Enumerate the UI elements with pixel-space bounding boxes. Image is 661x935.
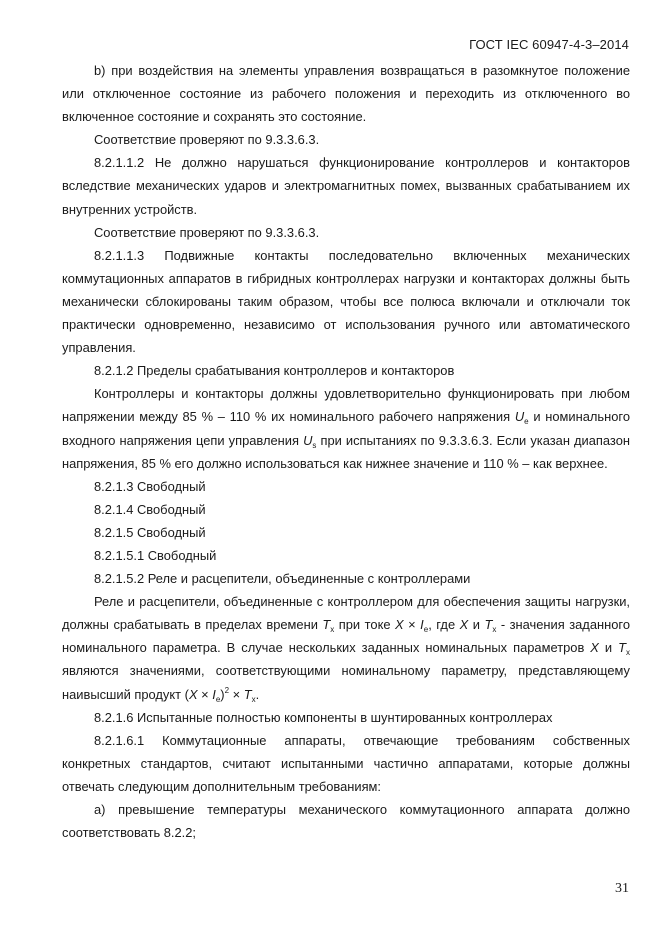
paragraph-operating-limits: Контроллеры и контакторы должны удовлетворительно функционировать при любом напряжении между 85 % – 110 % их номинального рабочего напряжения $U_e$ и номинального входного напряжения цепи управления $U_s$ при испытаниях по 9.3.3.6.3. Если указан диапазон напряжения, 85 % его должно использоваться как нижнее значение и 110 % – как верхнее. bbox=[62, 386, 630, 471]
heading-8-2-1-5: 8.2.1.5 Свободный bbox=[94, 524, 206, 540]
heading-8-2-1-2: 8.2.1.2 Пределы срабатывания контроллеров и контакторов bbox=[94, 363, 455, 379]
heading-8-2-1-3: 8.2.1.3 Свободный bbox=[94, 478, 206, 494]
paragraph-8-2-1-1-3: 8.2.1.1.3 Подвижные контакты последовательно включенных механических коммутационных аппаратов в гибридных контроллерах нагрузки и контакторах должны быть механически сблокированы таким образом, чтобы все полюса включали и отключали ток практически одновременно, независимо от использования ручного или автоматического управления. bbox=[62, 247, 630, 356]
heading-8-2-1-4: 8.2.1.4 Свободный bbox=[94, 501, 206, 517]
page-number: 31 bbox=[615, 881, 629, 896]
paragraph-b: b) при воздействия на элементы управления возвращаться в разомкнутое положение или отключенное состояние из рабочего положения и переходить из отключенного во включенное состояние и сохранять это состояние. bbox=[62, 63, 630, 125]
page-header: ГОСТ IEC 60947-4-3–2014 bbox=[469, 37, 629, 52]
paragraph-8-2-1-1-2: 8.2.1.1.2 Не должно нарушаться функционирование контроллеров и контакторов вследствие механических ударов и электромагнитных помех, вызванных срабатыванием их внутренних устройств. bbox=[62, 155, 630, 217]
heading-8-2-1-5-2: 8.2.1.5.2 Реле и расцепители, объединенные с контроллерами bbox=[94, 571, 471, 587]
paragraph-8-2-1-6-1: 8.2.1.6.1 Коммутационные аппараты, отвечающие требованиям собственных конкретных стандартов, считают испытанными частично аппаратами, которые должны отвечать следующим дополнительным требованиям: bbox=[62, 732, 630, 794]
document-body bbox=[62, 59, 630, 844]
paragraph-compliance-2: Соответствие проверяют по 9.3.3.6.3. bbox=[94, 224, 320, 240]
paragraph-a: a) превышение температуры механического коммутационного аппарата должно соответствовать 8.2.2; bbox=[62, 802, 630, 841]
paragraph-relays: Реле и расцепители, объединенные с контроллером для обеспечения защиты нагрузки, должны срабатывать в пределах времени $T_x$ при токе $X \times I_e$, где X и $T_x$ - значения заданного номинального параметра. В случае нескольких заданных номинальных параметров X и $T_x$ являются значениями, соответствующими номинальному параметру, представляющему наивысший продукт $(X \times I_e)^2 \times T_x$. bbox=[62, 594, 630, 704]
heading-8-2-1-5-1: 8.2.1.5.1 Свободный bbox=[94, 547, 217, 563]
paragraph-compliance-1: Соответствие проверяют по 9.3.3.6.3. bbox=[94, 132, 320, 148]
heading-8-2-1-6: 8.2.1.6 Испытанные полностью компоненты в шунтированных контроллерах bbox=[94, 709, 553, 725]
